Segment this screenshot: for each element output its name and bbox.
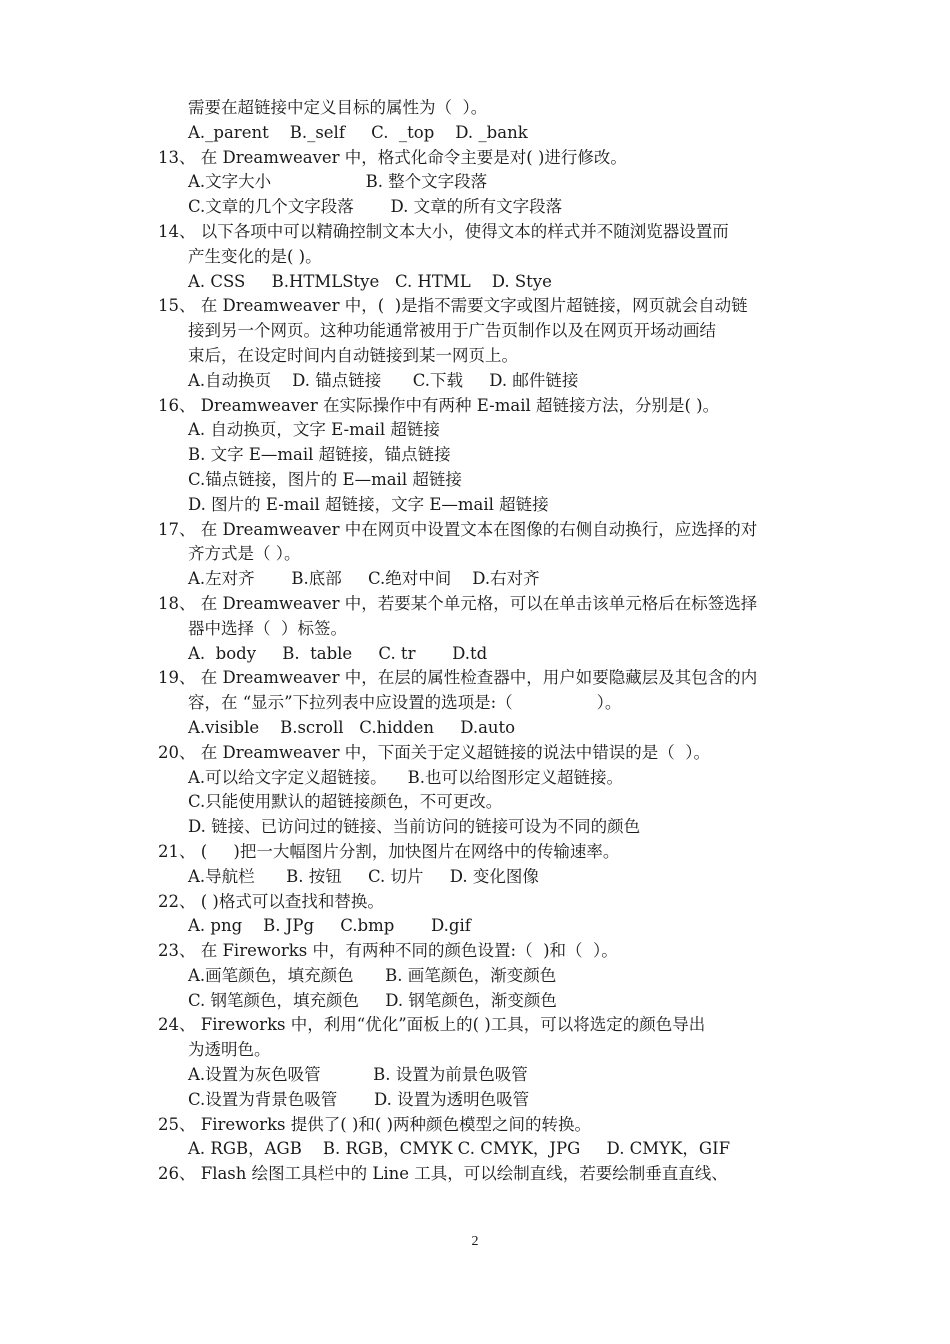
question-13: 13、 在 Dreamweaver 中，格式化命令主要是对( )进行修改。 — [158, 147, 627, 167]
answer-options: A.画笔颜色，填充颜色 B. 画笔颜色，渐变颜色 — [188, 965, 557, 985]
question-18: 18、 在 Dreamweaver 中，若要某个单元格，可以在单击该单元格后在标签选择 — [158, 593, 758, 613]
answer-options: C. 钢笔颜色，填充颜色 D. 钢笔颜色，渐变颜色 — [188, 990, 557, 1010]
question-stem-continuation: 接到另一个网页。这种功能通常被用于广告页制作以及在网页开场动画结 — [188, 321, 716, 341]
question-14: 14、 以下各项中可以精确控制文本大小，使得文本的样式并不随浏览器设置而 — [158, 221, 729, 241]
answer-options: A. png B. JPg C.bmp D.gif — [188, 916, 471, 936]
answer-option: C.锚点链接，图片的 E—mail 超链接 — [188, 469, 462, 489]
question-stem-continuation: 为透明色。 — [188, 1040, 271, 1060]
answer-options: A.导航栏 B. 按钮 C. 切片 D. 变化图像 — [188, 866, 539, 886]
question-24: 24、 Fireworks 中，利用“优化”面板上的( )工具，可以将选定的颜色导出 — [158, 1015, 706, 1035]
question-stem-continuation: 器中选择（ ）标签。 — [188, 618, 347, 638]
answer-options: A. body B. table C. tr D.td — [188, 643, 488, 663]
question-stem-continuation: 需要在超链接中定义目标的属性为（ ）。 — [188, 98, 488, 117]
answer-option: D. 链接、已访问过的链接、当前访问的链接可设为不同的颜色 — [188, 817, 641, 837]
answer-options: A. CSS B.HTMLStye C. HTML D. Stye — [188, 271, 552, 291]
question-22: 22、 ( )格式可以查找和替换。 — [158, 891, 384, 911]
answer-options: A.visible B.scroll C.hidden D.auto — [188, 717, 516, 737]
answer-options: C.设置为背景色吸管 D. 设置为透明色吸管 — [188, 1089, 530, 1109]
question-16: 16、 Dreamweaver 在实际操作中有两种 E-mail 超链接方法，分别是( )。 — [158, 395, 720, 415]
question-list — [0, 96, 950, 1187]
answer-option: D. 图片的 E-mail 超链接，文字 E—mail 超链接 — [188, 494, 549, 514]
question-19: 19、 在 Dreamweaver 中，在层的属性检查器中，用户如要隐藏层及其包含的内 — [158, 668, 758, 688]
answer-option: C.只能使用默认的超链接颜色，不可更改。 — [188, 792, 503, 812]
question-stem-continuation: 束后，在设定时间内自动链接到某一网页上。 — [188, 345, 518, 365]
answer-options: A.文字大小 B. 整个文字段落 — [188, 172, 488, 192]
answer-options: A.设置为灰色吸管 B. 设置为前景色吸管 — [188, 1065, 528, 1085]
answer-options: A. RGB，AGB B. RGB，CMYK C. CMYK，JPG D. CMYK，GIF — [188, 1139, 731, 1159]
question-stem-continuation: 产生变化的是( )。 — [188, 246, 322, 266]
answer-option: A. 自动换页，文字 E-mail 超链接 — [188, 420, 440, 440]
question-stem-continuation: 容，在 “显示”下拉列表中应设置的选项是:（ ）。 — [188, 693, 622, 713]
question-23: 23、 在 Fireworks 中，有两种不同的颜色设置:（ )和（ ）。 — [158, 941, 618, 961]
question-25: 25、 Fireworks 提供了( )和( )两种颜色模型之间的转换。 — [158, 1114, 592, 1134]
answer-options: A.可以给文字定义超链接。 B.也可以给图形定义超链接。 — [188, 767, 624, 787]
question-17: 17、 在 Dreamweaver 中在网页中设置文本在图像的右侧自动换行，应选择的对 — [158, 519, 758, 539]
question-26: 26、 Flash 绘图工具栏中的 Line 工具，可以绘制直线，若要绘制垂直直线、 — [158, 1164, 728, 1184]
answer-options: C.文章的几个文字段落 D. 文章的所有文字段落 — [188, 197, 563, 217]
answer-options: A._parent B._self C. _top D. _bank — [188, 122, 528, 142]
answer-options: A.左对齐 B.底部 C.绝对中间 D.右对齐 — [188, 569, 540, 589]
page-number: 2 — [471, 1234, 479, 1249]
answer-option: B. 文字 E—mail 超链接，锚点链接 — [188, 445, 451, 465]
question-15: 15、 在 Dreamweaver 中，( )是指不需要文字或图片超链接，网页就会自动链 — [158, 296, 748, 316]
answer-options: A.自动换页 D. 锚点链接 C.下载 D. 邮件链接 — [188, 370, 579, 390]
question-stem-continuation: 齐方式是（ ）。 — [188, 544, 301, 564]
question-21: 21、 ( )把一大幅图片分割，加快图片在网络中的传输速率。 — [158, 841, 620, 861]
question-20: 20、 在 Dreamweaver 中，下面关于定义超链接的说法中错误的是（ ）。 — [158, 742, 711, 762]
